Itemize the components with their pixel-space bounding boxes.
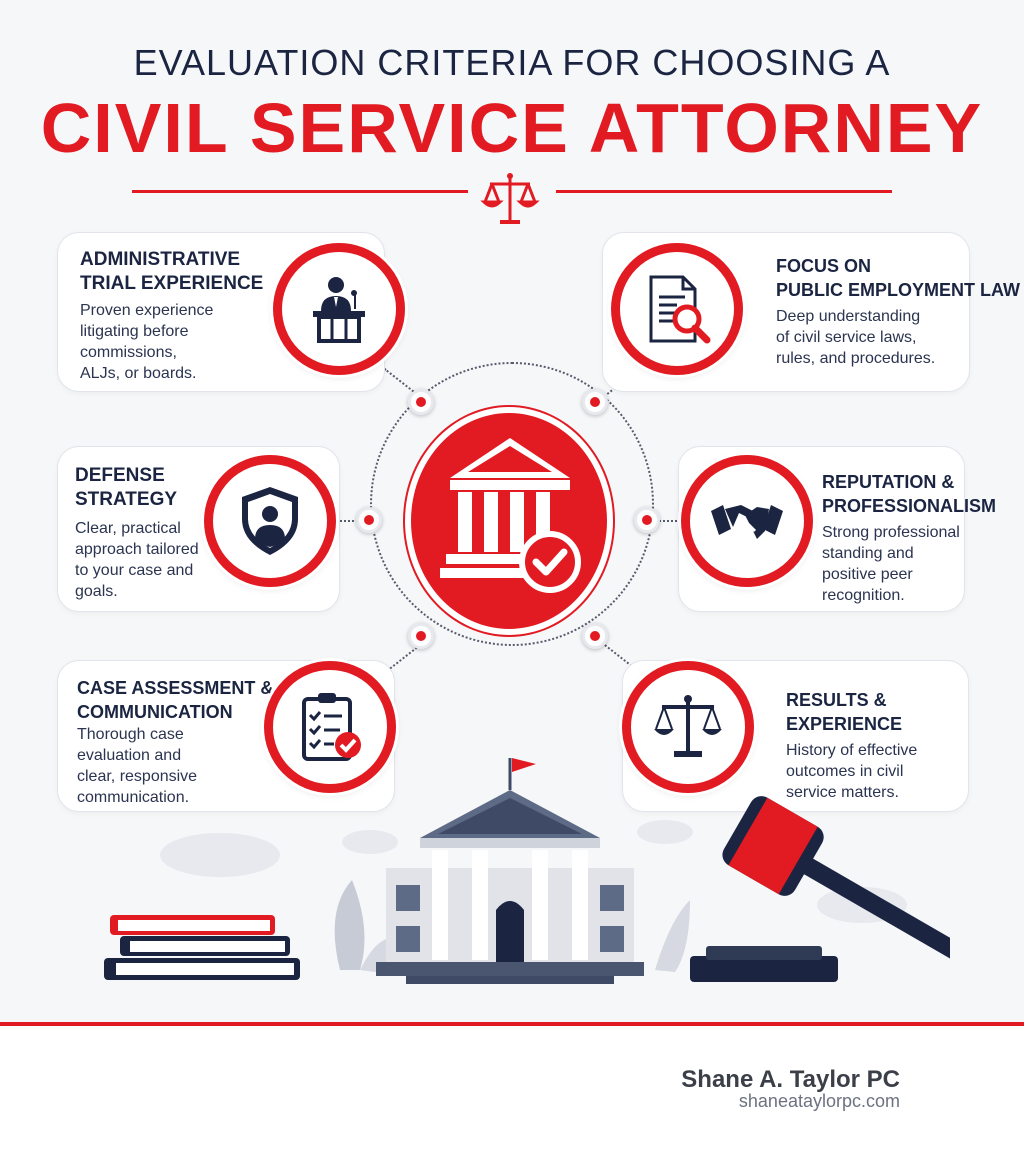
- connector-dot: [582, 623, 608, 649]
- podium-speaker-icon: [273, 243, 405, 375]
- title-line-2: CIVIL SERVICE ATTORNEY: [40, 89, 984, 167]
- title-line-1: EVALUATION CRITERIA FOR CHOOSING A: [133, 42, 891, 83]
- criterion-description: Deep understanding of civil service laws, rules, and procedures.: [776, 308, 936, 367]
- brand-name: Shane A. Taylor PC: [681, 1066, 900, 1093]
- connector-dot: [356, 507, 382, 533]
- connector-dot: [634, 507, 660, 533]
- criterion-description: Thorough case evaluation and clear, responsive communication.: [77, 726, 198, 806]
- criterion-title: REPUTATION & PROFESSIONALISM: [822, 472, 997, 516]
- handshake-icon: [681, 455, 813, 587]
- brand-url[interactable]: shaneataylorpc.com: [738, 1091, 900, 1111]
- criterion-title: DEFENSE STRATEGY: [75, 465, 178, 510]
- connector-dot: [408, 389, 434, 415]
- criterion-title: RESULTS & EXPERIENCE: [786, 690, 903, 734]
- criterion-description: Strong professional standing and positive peer recognition.: [822, 524, 960, 604]
- document-magnifier-icon: [611, 243, 743, 375]
- criterion-description: Clear, practical approach tailored to your case and goals.: [75, 520, 199, 600]
- criterion-title: ADMINISTRATIVE TRIAL EXPERIENCE: [80, 249, 264, 294]
- criterion-title: FOCUS ON PUBLIC EMPLOYMENT LAW: [776, 256, 1020, 300]
- connector-dot: [408, 623, 434, 649]
- criterion-description: Proven experience litigating before commissions, ALJs, or boards.: [80, 302, 214, 382]
- shield-person-icon: [204, 455, 336, 587]
- title-divider-left: [132, 190, 468, 193]
- scales-icon: [480, 170, 540, 230]
- connector-dot: [582, 389, 608, 415]
- courthouse-check-icon: [430, 430, 590, 600]
- criterion-description: History of effective outcomes in civil service matters.: [786, 742, 918, 801]
- courthouse-scene-illustration: [90, 740, 950, 990]
- criterion-title: CASE ASSESSMENT & COMMUNICATION: [77, 678, 274, 722]
- title-divider-right: [556, 190, 892, 193]
